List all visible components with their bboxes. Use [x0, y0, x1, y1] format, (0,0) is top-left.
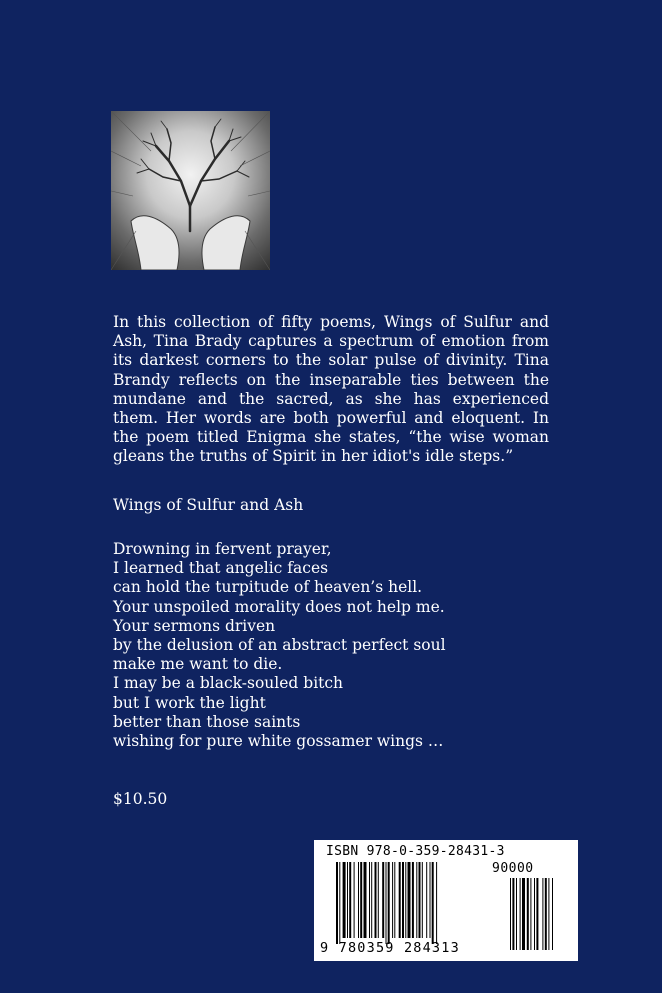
- poem-line: Your sermons driven: [113, 616, 276, 635]
- poem-line: Drowning in fervent prayer,: [113, 540, 332, 558]
- isbn-label: ISBN 978-0-359-28431-3: [326, 844, 505, 859]
- poem-line: I learned that angelic faces: [113, 559, 329, 578]
- poem-line: I may be a black-souled bitch: [113, 674, 344, 693]
- price-code: 90000: [492, 861, 534, 876]
- poem-excerpt: [113, 540, 446, 751]
- poem-line: but I work the light: [113, 693, 266, 712]
- poem-line: Your unspoiled morality does not help me.: [113, 597, 445, 616]
- poem-line: better than those saints: [113, 712, 301, 731]
- hands-holding-tree-image: [111, 111, 270, 270]
- isbn-barcode: [314, 840, 578, 961]
- back-cover-description: In this collection of fifty poems, Wings of Sulfur and Ash, Tina Brady captures a spectrum of emotion from its darkest corners to the solar pulse of divinity. Tina Brandy reflects on the inseparable ties between the mundane and the sacred, as she has experienced them. Her words are both powerful and eloquent. In the poem titled Enigma she states, “the wise woman gleans the truths of Spirit in her idiot's idle steps.”: [113, 313, 549, 466]
- poem-line: by the delusion of an abstract perfect soul: [113, 636, 446, 655]
- poem-title: Wings of Sulfur and Ash: [113, 496, 304, 514]
- poem-line: wishing for pure white gossamer wings …: [113, 732, 444, 751]
- barcode-digits: 9 780359 284313: [320, 940, 460, 956]
- book-price: $10.50: [113, 790, 168, 808]
- poem-line: can hold the turpitude of heaven’s hell.: [113, 578, 423, 597]
- cover-illustration: [111, 111, 270, 270]
- poem-line: make me want to die.: [113, 655, 283, 674]
